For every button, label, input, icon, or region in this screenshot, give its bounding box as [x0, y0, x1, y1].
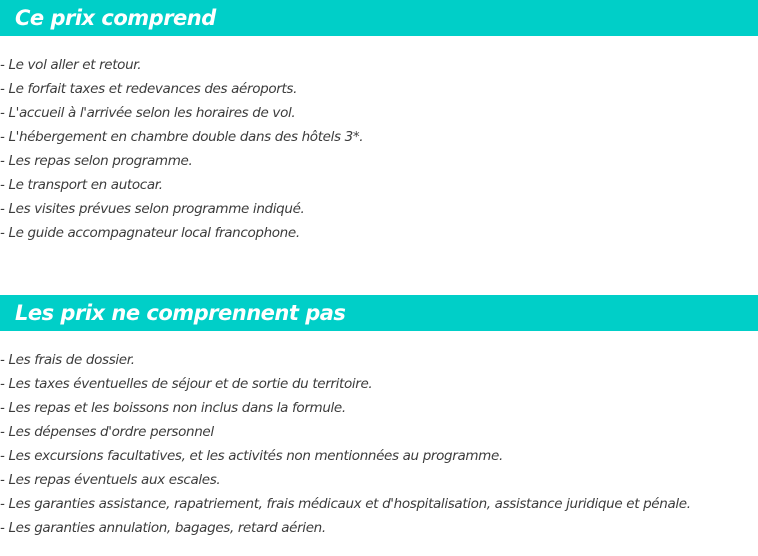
included-list — [0, 53, 758, 245]
excluded-item: - Les taxes éventuelles de séjour et de sortie du territoire. — [0, 376, 373, 392]
included-item: - L'accueil à l'arrivée selon les horaires de vol. — [0, 105, 296, 121]
excluded-section-title: Les prix ne comprennent pas — [0, 295, 758, 331]
excluded-item: - Les repas éventuels aux escales. — [0, 472, 221, 488]
included-item: - Les visites prévues selon programme indiqué. — [0, 201, 305, 217]
excluded-item: - Les garanties assistance, rapatriement, frais médicaux et d'hospitalisation, assistance juridique et pénale. — [0, 496, 691, 512]
included-item: - Le vol aller et retour. — [0, 57, 142, 73]
excluded-item: - Les repas et les boissons non inclus dans la formule. — [0, 400, 346, 416]
excluded-item: - Les garanties annulation, bagages, retard aérien. — [0, 520, 326, 536]
excluded-list — [0, 348, 758, 540]
excluded-item: - Les frais de dossier. — [0, 352, 135, 368]
included-item: - Les repas selon programme. — [0, 153, 193, 169]
included-item: - L'hébergement en chambre double dans des hôtels 3*. — [0, 129, 364, 145]
excluded-item: - Les dépenses d'ordre personnel — [0, 424, 214, 440]
included-item: - Le forfait taxes et redevances des aéroports. — [0, 81, 298, 97]
excluded-item: - Les excursions facultatives, et les activités non mentionnées au programme. — [0, 448, 503, 464]
included-section-title: Ce prix comprend — [0, 0, 758, 36]
included-item: - Le guide accompagnateur local francophone. — [0, 225, 300, 241]
included-item: - Le transport en autocar. — [0, 177, 163, 193]
